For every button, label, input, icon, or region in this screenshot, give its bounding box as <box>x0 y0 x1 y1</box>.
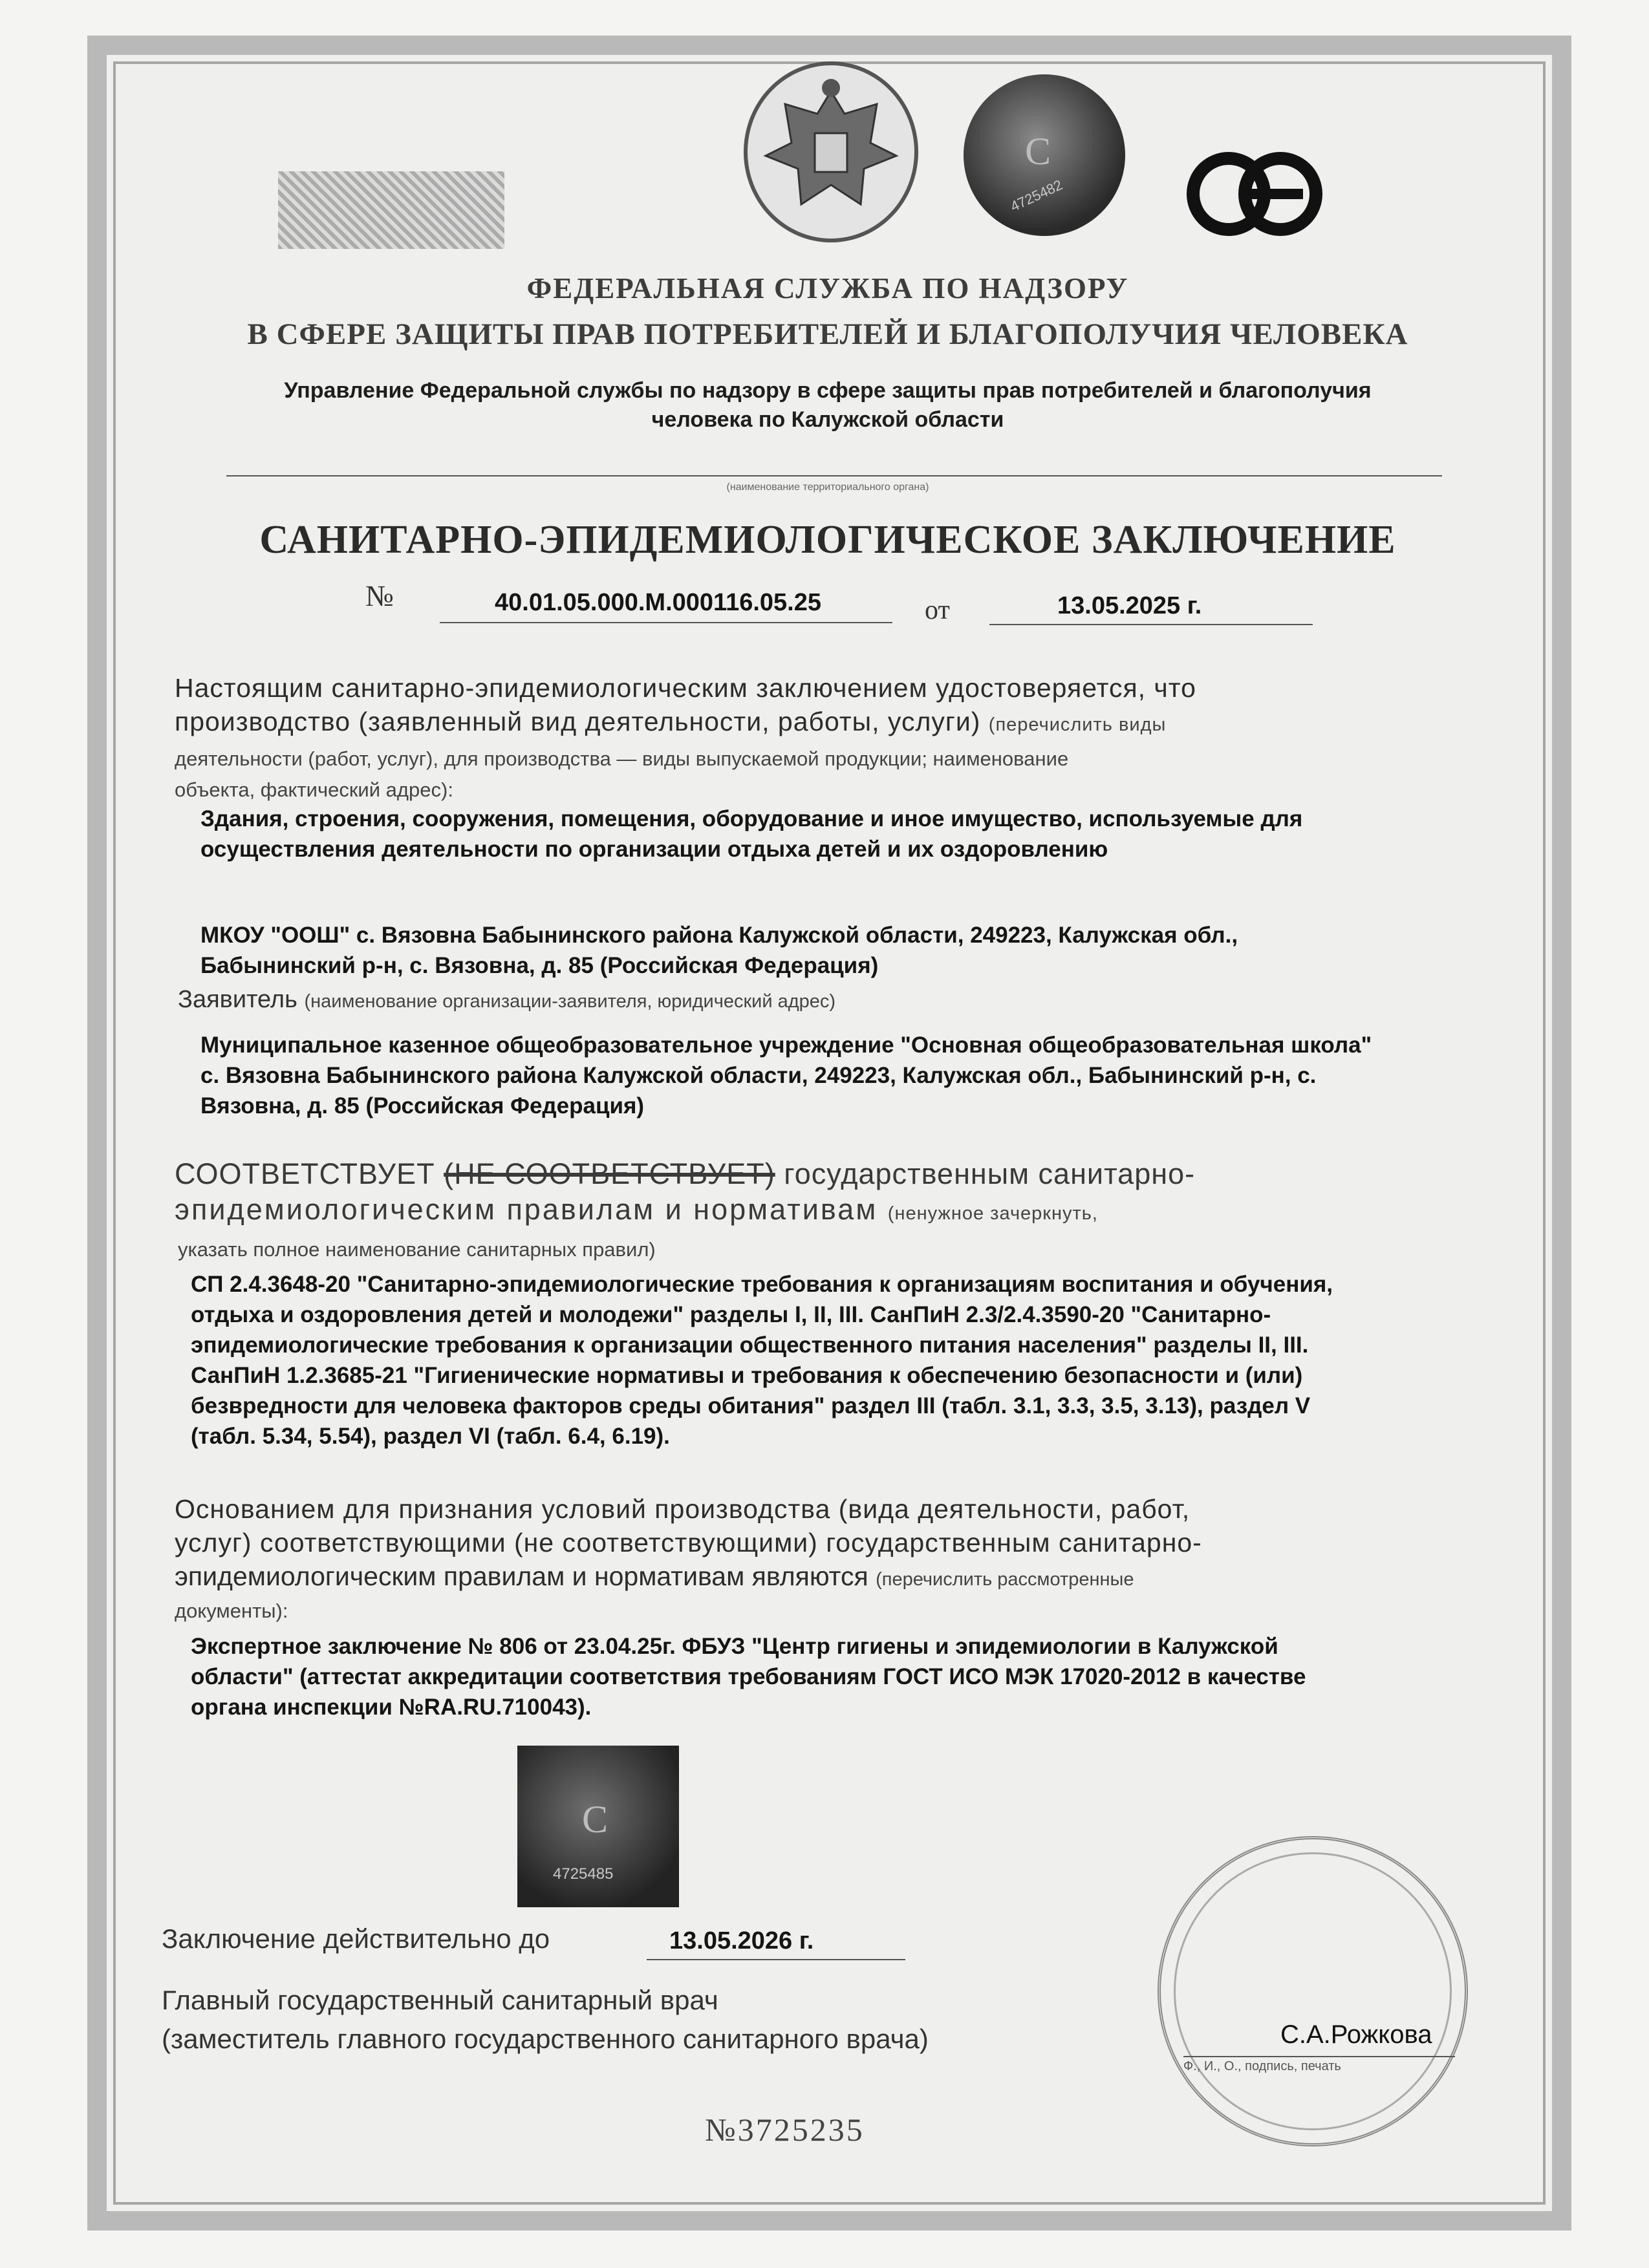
applicant-line3: Вязовна, д. 85 (Российская Федерация) <box>200 1093 645 1118</box>
intro-hint-line3: деятельности (работ, услуг), для производства — виды выпускаемой продукции; наименование <box>175 747 1069 770</box>
document-date: 13.05.2025 г. <box>1057 592 1202 619</box>
department-line1: Управление Федеральной службы по надзору в сфере защиты прав потребителей и благополучия <box>284 378 1372 403</box>
rules-line-5: безвредности для человека факторов среды обитания" раздел III (табл. 3.1, 3.3, 3.5, 3.13), раздел V <box>191 1393 1311 1418</box>
basis-doc-1: Экспертное заключение № 806 от 23.04.25г. ФБУЗ "Центр гигиены и эпидемиологии в Калужской <box>191 1634 1278 1659</box>
intro-line1: Настоящим санитарно-эпидемиологическим заключением удостоверяется, что <box>175 673 1196 703</box>
rules-line-2: отдыха и оздоровления детей и молодежи" разделы I, II, III. СанПиН 2.3/2.4.3590-20 "Санитарно- <box>191 1302 1271 1327</box>
validity-label: Заключение действительно до <box>162 1923 550 1954</box>
date-label: от <box>925 595 950 625</box>
conformity-rest: государственным санитарно- <box>784 1157 1196 1190</box>
signature-rule <box>1183 2056 1455 2057</box>
activity-line1: Здания, строения, сооружения, помещения, оборудование и иное имущество, используемые для <box>200 806 1303 831</box>
department-line2: человека по Калужской области <box>651 407 1004 432</box>
conformity-line1 <box>175 1157 1195 1191</box>
number-label: № <box>365 579 394 612</box>
hologram-bottom-code: 4725485 <box>553 1865 614 1883</box>
rules-line-4: СанПиН 1.2.3685-21 "Гигиенические нормативы и требования к обеспечению безопасности и (или) <box>191 1363 1303 1388</box>
signer-name: С.А.Рожкова <box>1280 2020 1432 2049</box>
object-line1: МКОУ "ООШ" с. Вязовна Бабынинского района Калужской области, 249223, Калужская обл., <box>200 923 1238 948</box>
object-line2: Бабынинский р-н, с. Вязовна, д. 85 (Российская Федерация) <box>200 953 879 978</box>
date-rule <box>989 624 1313 625</box>
se-logo <box>1183 145 1326 242</box>
basis-line3-hint: (перечислить рассмотренные <box>876 1569 1134 1590</box>
applicant-label: Заявитель <box>178 986 297 1013</box>
stamp-seal-inner <box>1174 1852 1452 2130</box>
rules-line-1: СП 2.4.3648-20 "Санитарно-эпидемиологические требования к организациям воспитания и обучения, <box>191 1272 1333 1297</box>
intro-line2-hint: (перечислить виды <box>988 714 1167 735</box>
basis-doc-3: органа инспекции №RA.RU.710043). <box>191 1695 592 1720</box>
hologram-top <box>964 74 1125 236</box>
conformity-word: СООТВЕТСТВУЕТ <box>175 1157 435 1190</box>
intro-line2-text: производство (заявленный вид деятельности, работы, услуги) <box>175 707 981 736</box>
signer-role-line1: Главный государственный санитарный врач <box>162 1985 718 2015</box>
basis-line2: услуг) соответствующими (не соответствующими) государственным санитарно- <box>175 1528 1202 1557</box>
applicant-label-row <box>178 986 835 1014</box>
double-headed-eagle-icon <box>748 65 914 239</box>
applicant-hint: (наименование организации-заявителя, юридический адрес) <box>304 991 836 1012</box>
coat-of-arms-emblem <box>744 61 918 242</box>
conformity-line2-text: эпидемиологическим правилам и нормативам <box>175 1193 878 1226</box>
signature-caption: Ф., И., О., подпись, печать <box>1183 2059 1341 2073</box>
rules-line-3: эпидемиологические требования к организации общественного питания населения" разделы II, III. <box>191 1332 1309 1358</box>
department-rule <box>226 475 1442 476</box>
security-pattern-badge <box>278 171 504 249</box>
hologram-bottom <box>517 1746 679 1907</box>
serial-number: №3725235 <box>705 2112 865 2148</box>
se-mark-icon <box>1183 145 1326 242</box>
hologram-symbol: С <box>1025 130 1051 173</box>
se-logo-text <box>1183 145 1184 146</box>
basis-doc-2: области" (аттестат аккредитации соответствия требованиям ГОСТ ИСО МЭК 17020-2012 в качестве <box>191 1664 1306 1689</box>
conformity-line2 <box>175 1193 1098 1226</box>
rules-line-6: (табл. 5.34, 5.54), раздел VI (табл. 6.4, 6.19). <box>191 1424 670 1449</box>
validity-date: 13.05.2026 г. <box>669 1927 814 1954</box>
hologram-code: 4725482 <box>1008 177 1065 215</box>
department-caption: (наименование территориального органа) <box>726 482 929 493</box>
agency-title-line1: ФЕДЕРАЛЬНАЯ СЛУЖБА ПО НАДЗОРУ <box>526 272 1129 305</box>
document-title: САНИТАРНО-ЭПИДЕМИОЛОГИЧЕСКОЕ ЗАКЛЮЧЕНИЕ <box>259 518 1396 562</box>
intro-hint-line4: объекта, фактический адрес): <box>175 778 453 801</box>
document-number: 40.01.05.000.М.000116.05.25 <box>495 589 822 616</box>
basis-line3 <box>175 1561 1481 1595</box>
activity-line2: осуществления деятельности по организации отдыха детей и их оздоровлению <box>200 837 1108 862</box>
hologram-bottom-symbol: С <box>582 1798 609 1841</box>
number-rule <box>440 622 892 623</box>
applicant-line1: Муниципальное казенное общеобразовательное учреждение "Основная общеобразовательная школа" <box>200 1032 1372 1058</box>
validity-rule <box>647 1959 905 1960</box>
basis-hint-line4: документы): <box>175 1599 288 1622</box>
intro-line2 <box>175 706 1481 740</box>
conformity-hint-line3: указать полное наименование санитарных правил) <box>178 1238 656 1261</box>
applicant-line2: с. Вязовна Бабынинского района Калужской области, 249223, Калужская обл., Бабынинский р-н, с. <box>200 1063 1317 1088</box>
agency-title-line2: В СФЕРЕ ЗАЩИТЫ ПРАВ ПОТРЕБИТЕЛЕЙ И БЛАГОПОЛУЧИЯ ЧЕЛОВЕКА <box>247 317 1408 351</box>
basis-line1: Основанием для признания условий производства (вида деятельности, работ, <box>175 1494 1191 1524</box>
conformity-line2-hint: (ненужное зачеркнуть, <box>887 1203 1098 1224</box>
basis-line3-text: эпидемиологическим правилам и нормативам являются <box>175 1561 868 1591</box>
conformity-struck: (НЕ СООТВЕТСТВУЕТ) <box>444 1157 775 1190</box>
signer-role-line2: (заместитель главного государственного санитарного врача) <box>162 2024 929 2054</box>
